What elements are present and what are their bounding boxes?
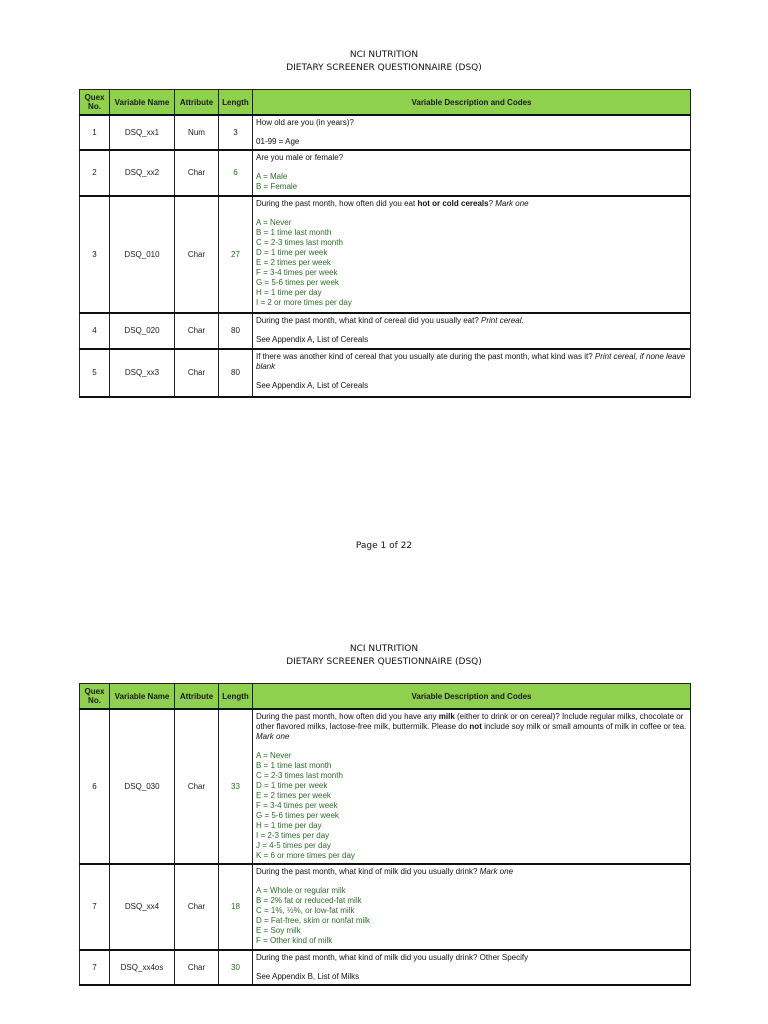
doc-title-2: DIETARY SCREENER QUESTIONNAIRE (DSQ)	[286, 63, 482, 73]
variable-name: DSQ_xx3	[110, 349, 175, 397]
col-variable-name: Variable Name	[110, 90, 175, 116]
code: J = 4-5 times per day	[256, 841, 331, 850]
code: G = 5-6 times per week	[256, 278, 339, 287]
description	[253, 864, 691, 950]
quex-no: 5	[80, 349, 110, 397]
table-header-row	[80, 684, 691, 710]
description	[253, 709, 691, 864]
col-quex-no: Quex No.	[80, 90, 110, 116]
code: See Appendix B, List of Milks	[256, 972, 360, 981]
attribute: Char	[175, 196, 219, 313]
code: C = 1%, ½%, or low-fat milk	[256, 906, 355, 915]
length: 80	[219, 313, 253, 349]
col-attribute: Attribute	[175, 90, 219, 116]
quex-no: 7	[80, 950, 110, 985]
question-text: During the past month, what kind of milk did you usually drink? Other Specify	[256, 953, 529, 962]
table-header-row	[80, 90, 691, 116]
doc-title-2: DIETARY SCREENER QUESTIONNAIRE (DSQ)	[286, 657, 482, 667]
question-text: Are you male or female?	[256, 153, 344, 162]
code: B = 1 time last month	[256, 228, 332, 237]
description	[253, 349, 691, 397]
variable-name: DSQ_020	[110, 313, 175, 349]
code: I = 2-3 times per day	[256, 831, 330, 840]
table-row	[80, 709, 691, 864]
question-text: If there was another kind of cereal that you usually ate during the past month, what kind was it? Print cereal, if none leave blank	[256, 352, 686, 371]
question-text: During the past month, how often did you have any milk (either to drink or on cereal)? Include regular milks, chocolate or other flavored milks, lactose-free milk, buttermilk. Please do not include soy milk or small amounts of milk in coffee or tea. Mark one	[256, 712, 687, 741]
code: F = Other kind of milk	[256, 936, 333, 945]
code: I = 2 or more times per day	[256, 298, 352, 307]
variable-name: DSQ_xx1	[110, 115, 175, 150]
attribute: Char	[175, 313, 219, 349]
variable-name: DSQ_010	[110, 196, 175, 313]
quex-no: 6	[80, 709, 110, 864]
description	[253, 115, 691, 150]
variables-table-page2	[79, 683, 691, 986]
code: E = Soy milk	[256, 926, 301, 935]
variables-table-page1	[79, 89, 691, 398]
page2-header	[0, 643, 768, 669]
code: A = Never	[256, 218, 292, 227]
code: F = 3-4 times per week	[256, 268, 338, 277]
table-row	[80, 349, 691, 397]
table-row	[80, 313, 691, 349]
length: 30	[219, 950, 253, 985]
variable-name: DSQ_xx2	[110, 150, 175, 196]
table-row	[80, 115, 691, 150]
table-row	[80, 150, 691, 196]
description	[253, 150, 691, 196]
quex-no: 2	[80, 150, 110, 196]
doc-title-1: NCI NUTRITION	[349, 644, 419, 654]
code: See Appendix A, List of Cereals	[256, 381, 369, 390]
col-length: Length	[219, 90, 253, 116]
code: D = 1 time per week	[256, 248, 328, 257]
length: 3	[219, 115, 253, 150]
length: 18	[219, 864, 253, 950]
quex-no: 1	[80, 115, 110, 150]
quex-no: 4	[80, 313, 110, 349]
code: E = 2 times per week	[256, 791, 331, 800]
question-text: How old are you (in years)?	[256, 118, 354, 127]
question-text: During the past month, what kind of milk did you usually drink? Mark one	[256, 867, 514, 876]
code: D = Fat-free, skim or nonfat milk	[256, 916, 371, 925]
variable-name: DSQ_xx4	[110, 864, 175, 950]
code: C = 2-3 times last month	[256, 771, 343, 780]
col-quex-no: Quex No.	[80, 684, 110, 710]
attribute: Num	[175, 115, 219, 150]
doc-title-1: NCI NUTRITION	[349, 50, 419, 60]
code: E = 2 times per week	[256, 258, 331, 267]
code: B = 2% fat or reduced-fat milk	[256, 896, 362, 905]
quex-no: 7	[80, 864, 110, 950]
quex-no: 3	[80, 196, 110, 313]
code: A = Never	[256, 751, 292, 760]
code: See Appendix A, List of Cereals	[256, 335, 369, 344]
attribute: Char	[175, 950, 219, 985]
col-length: Length	[219, 684, 253, 710]
variable-name: DSQ_030	[110, 709, 175, 864]
length: 80	[219, 349, 253, 397]
question-text: During the past month, what kind of cereal did you usually eat? Print cereal.	[256, 316, 524, 325]
description	[253, 196, 691, 313]
col-variable-name: Variable Name	[110, 684, 175, 710]
length: 27	[219, 196, 253, 313]
code: B = 1 time last month	[256, 761, 332, 770]
description	[253, 950, 691, 985]
table-row	[80, 950, 691, 985]
code: C = 2-3 times last month	[256, 238, 343, 247]
col-attribute: Attribute	[175, 684, 219, 710]
length: 6	[219, 150, 253, 196]
page-number: Page 1 of 22	[355, 541, 413, 551]
code: H = 1 time per day	[256, 288, 322, 297]
code: D = 1 time per week	[256, 781, 328, 790]
code: H = 1 time per day	[256, 821, 322, 830]
code: A = Whole or regular milk	[256, 886, 346, 895]
description	[253, 313, 691, 349]
page1-header	[0, 49, 768, 75]
length: 33	[219, 709, 253, 864]
code: B = Female	[256, 182, 298, 191]
table-row	[80, 196, 691, 313]
code: K = 6 or more times per day	[256, 851, 355, 860]
attribute: Char	[175, 709, 219, 864]
attribute: Char	[175, 864, 219, 950]
code: 01-99 = Age	[256, 137, 300, 146]
col-description: Variable Description and Codes	[253, 684, 691, 710]
attribute: Char	[175, 349, 219, 397]
attribute: Char	[175, 150, 219, 196]
code: F = 3-4 times per week	[256, 801, 338, 810]
col-description: Variable Description and Codes	[253, 90, 691, 116]
variable-name: DSQ_xx4os	[110, 950, 175, 985]
code: G = 5-6 times per week	[256, 811, 339, 820]
question-text: During the past month, how often did you eat hot or cold cereals? Mark one	[256, 199, 529, 208]
table-row	[80, 864, 691, 950]
code: A = Male	[256, 172, 288, 181]
